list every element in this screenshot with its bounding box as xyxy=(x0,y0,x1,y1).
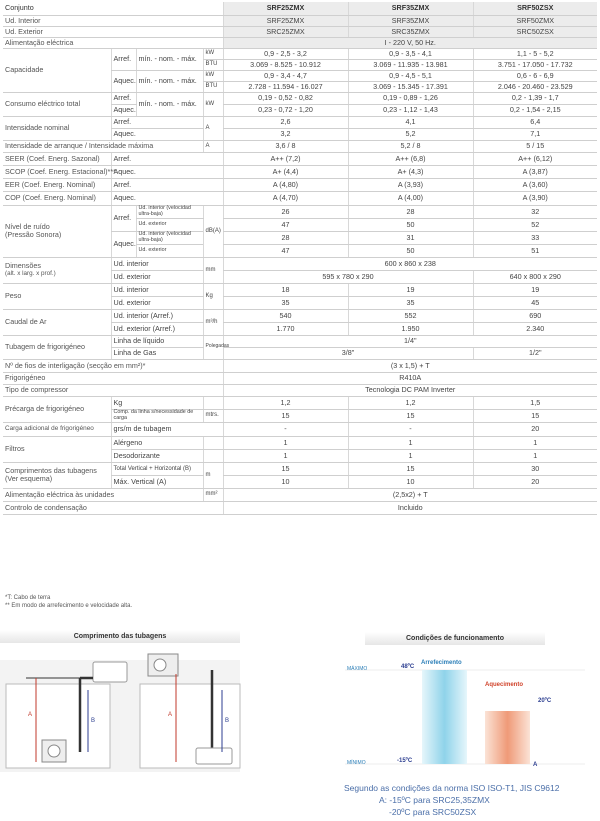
spec-table xyxy=(3,2,597,515)
value-cell: 0,9 - 4,5 - 5,1 xyxy=(348,70,473,81)
footnote: ** Em modo de arrefecimento e velocidade alta. xyxy=(5,602,133,609)
dimensions-label: Dimensões xyxy=(5,260,41,270)
value-cell: 52 xyxy=(473,218,597,231)
indoor-unit-lower xyxy=(196,748,232,764)
unit-label: Polegadas xyxy=(203,335,223,359)
header-row-outdoor xyxy=(3,26,597,37)
value-cell: - xyxy=(223,422,348,436)
value-cell: 1/4" xyxy=(223,335,597,347)
sub-label: Comp. da linha s/necessidade de carga xyxy=(111,409,203,422)
label-a: A xyxy=(28,712,33,718)
value-cell: 1 xyxy=(223,449,348,462)
value-cell: 1,2 xyxy=(348,396,473,409)
sub-label: Ud. exterior (Arref.) xyxy=(111,322,203,335)
value-cell: 0,6 - 6 - 6,9 xyxy=(473,70,597,81)
value-cell: A (4,00) xyxy=(348,191,473,205)
value-cell: 35 xyxy=(348,296,473,309)
value-cell: 26 xyxy=(223,205,348,218)
row-label: Alimentação eléctrica às unidades xyxy=(3,488,203,501)
row-label: Consumo eléctrico total xyxy=(3,92,111,116)
value-cell: I - 220 V, 50 Hz. xyxy=(223,37,597,48)
sub-label: Ud. interior (velocidad ultra-baja) xyxy=(136,205,203,218)
mode-label: Arref. xyxy=(111,116,203,128)
row-label: Ud. Interior xyxy=(3,15,111,26)
fan-icon xyxy=(48,745,60,757)
row-label: Conjunto xyxy=(3,2,111,15)
value-cell: 0,2 - 1,39 - 1,7 xyxy=(473,92,597,104)
row-label: Nível de ruído (Pressão Sonora) xyxy=(3,205,111,257)
sub-label: Total Vertical + Horizontal (B) xyxy=(111,462,203,475)
value-cell: 15 xyxy=(223,462,348,475)
value-cell: 0,9 - 3,4 - 4,7 xyxy=(223,70,348,81)
row-label: SCOP (Coef. Energ. Estacional)*** xyxy=(3,165,111,178)
value-cell: 33 xyxy=(473,231,597,244)
value-cell: A++ (6,12) xyxy=(473,152,597,165)
unit-label: BTU xyxy=(203,81,223,92)
indoor-unit-upper xyxy=(93,662,127,682)
row-label: Caudal de Ar xyxy=(3,309,111,335)
sub-label: Ud. interior xyxy=(111,257,203,270)
row-label: Ud. Exterior xyxy=(3,26,111,37)
value-cell: 3.069 - 11.935 - 13.981 xyxy=(348,59,473,70)
value-cell: 0,9 - 2,5 - 3,2 xyxy=(223,48,348,59)
value-cell: 3.751 - 17.050 - 17.732 xyxy=(473,59,597,70)
value-cell: 1.770 xyxy=(223,322,348,335)
model-cell: SRF50ZSX xyxy=(473,2,597,15)
value-cell: - xyxy=(348,422,473,436)
value-cell: A (3,60) xyxy=(473,178,597,191)
value-cell: 10 xyxy=(223,475,348,488)
unit-label: dB(A) xyxy=(203,205,223,257)
sub-label: Ud. exterior xyxy=(136,218,203,231)
value-cell: 19 xyxy=(348,283,473,296)
value-cell: 1 xyxy=(473,436,597,449)
value-cell: 6,4 xyxy=(473,116,597,128)
mode-label: Arref. xyxy=(111,152,223,165)
value-cell: 47 xyxy=(223,218,348,231)
unit-label: kW xyxy=(203,70,223,81)
row-label: Alimentação eléctrica xyxy=(3,37,111,48)
model-cell: SRF35ZMX xyxy=(348,15,473,26)
value-cell: A++ (7,2) xyxy=(223,152,348,165)
value-cell: 7,1 xyxy=(473,128,597,140)
value-cell: A (3,93) xyxy=(348,178,473,191)
dimensions-sublabel: (alt. x larg. x prof.) xyxy=(5,270,56,278)
value-cell: 31 xyxy=(348,231,473,244)
unit-label: kW xyxy=(203,92,223,116)
mode-label: Aquec. xyxy=(111,165,223,178)
value-cell: 3,6 / 8 xyxy=(223,140,348,152)
value-cell: 51 xyxy=(473,244,597,257)
sub-label: Ud. interior xyxy=(111,283,203,296)
header-row-indoor xyxy=(3,15,597,26)
row-label: Controlo de condensação xyxy=(3,501,223,514)
sub-label: Desodorizante xyxy=(111,449,203,462)
sub-label: grs/m de tubagem xyxy=(111,422,223,436)
mode-label: Arref. xyxy=(111,92,136,104)
sub-label: Máx. Vertical (A) xyxy=(111,475,203,488)
value-cell: A+ (4,3) xyxy=(348,165,473,178)
value-cell: 1 xyxy=(348,449,473,462)
unit-label: mtrs. xyxy=(203,409,223,422)
row-label: Tipo de compressor xyxy=(3,384,223,396)
row-label: COP (Coef. Energ. Nominal) xyxy=(3,191,111,205)
value-cell: A (4,80) xyxy=(223,178,348,191)
row-label: SEER (Coef. Energ. Sazonal) xyxy=(3,152,111,165)
value-cell: A (3,90) xyxy=(473,191,597,205)
label-a: A xyxy=(168,712,173,718)
mode-label: Aquec. xyxy=(111,104,136,116)
range-label: mín. - nom. - máx. xyxy=(136,92,203,116)
value-cell: 5,2 / 8 xyxy=(348,140,473,152)
row-label: Frigorigéneo xyxy=(3,372,223,384)
value-cell: 0,23 - 0,72 - 1,20 xyxy=(223,104,348,116)
value-cell: 15 xyxy=(473,409,597,422)
value-cell: 600 x 860 x 238 xyxy=(223,257,597,270)
value-cell: 1/2" xyxy=(473,347,597,359)
value-cell: 3.069 - 15.345 - 17.391 xyxy=(348,81,473,92)
caption-line: -20ºC para SRC50ZSX xyxy=(389,807,477,817)
temp-48: 48ºC xyxy=(401,664,415,670)
sub-label: Ud. exterior xyxy=(111,296,203,309)
value-cell: 18 xyxy=(223,283,348,296)
mode-label: Aquec. xyxy=(111,191,223,205)
header-row-set xyxy=(3,2,597,15)
value-cell: 595 x 780 x 290 xyxy=(223,270,473,283)
value-cell: 0,2 - 1,54 - 2,15 xyxy=(473,104,597,116)
value-cell: 640 x 800 x 290 xyxy=(473,270,597,283)
value-cell: 2.046 - 20.460 - 23.529 xyxy=(473,81,597,92)
label-a: A xyxy=(533,762,538,768)
value-cell: 1 xyxy=(348,436,473,449)
diagram-title: Condições de funcionamento xyxy=(365,632,545,645)
value-cell: 0,23 - 1,12 - 1,43 xyxy=(348,104,473,116)
value-cell: 15 xyxy=(223,409,348,422)
row-label: Nº de fios de interligação (secção em mm²)* xyxy=(3,359,223,372)
value-cell: 3,2 xyxy=(223,128,348,140)
unit-label: m xyxy=(203,462,223,488)
value-cell: 45 xyxy=(473,296,597,309)
mode-label: Aquec. xyxy=(111,70,136,92)
sub-label: Ud. exterior xyxy=(136,244,203,257)
row-label: Carga adicional de frigorigéneo xyxy=(3,422,111,436)
value-cell: 0,9 - 3,5 - 4,1 xyxy=(348,48,473,59)
value-cell: 1,5 xyxy=(473,396,597,409)
label-b: B xyxy=(225,718,230,724)
value-cell: 20 xyxy=(473,475,597,488)
value-cell: 1 xyxy=(473,449,597,462)
value-cell: Incluido xyxy=(223,501,597,514)
min-label: MÍNIMO xyxy=(347,760,366,766)
value-cell: 3.069 - 8.525 - 10.912 xyxy=(223,59,348,70)
value-cell: 15 xyxy=(348,409,473,422)
heating-range-bar xyxy=(485,711,530,764)
value-cell: 1.950 xyxy=(348,322,473,335)
row-label: Filtros xyxy=(3,436,111,462)
caption-line: A: -15ºC para SRC25,35ZMX xyxy=(379,795,490,805)
value-cell: 4,1 xyxy=(348,116,473,128)
value-cell: 2.340 xyxy=(473,322,597,335)
value-cell: 5 / 15 xyxy=(473,140,597,152)
sub-label: Kg xyxy=(111,396,203,409)
model-cell: SRF35ZMX xyxy=(348,2,473,15)
mode-label: Aquec. xyxy=(111,231,136,257)
pipe-diagram-graphic xyxy=(0,644,240,784)
row-label: Peso xyxy=(3,283,111,309)
value-cell: 1,2 xyxy=(223,396,348,409)
value-cell: 15 xyxy=(348,462,473,475)
sub-label: Ud. interior (velocidad ultra-baja) xyxy=(136,231,203,244)
conditions-graphic xyxy=(335,650,595,790)
value-cell: 32 xyxy=(473,205,597,218)
caption-line: Segundo as condições da norma ISO ISO-T1, JIS C9612 xyxy=(344,783,560,793)
footnote: *T: Cabo de terra xyxy=(5,595,51,601)
mode-label: Arref. xyxy=(111,205,136,231)
footnotes xyxy=(5,595,132,610)
row-label: EER (Coef. Energ. Nominal) xyxy=(3,178,111,191)
value-cell: 2,6 xyxy=(223,116,348,128)
value-cell: 35 xyxy=(223,296,348,309)
value-cell: 1 xyxy=(223,436,348,449)
row-label xyxy=(3,257,111,283)
value-cell: (3 x 1,5) + T xyxy=(223,359,597,372)
unit-label: mm xyxy=(203,257,223,283)
row-power-supply xyxy=(3,37,597,48)
value-cell: 2.728 - 11.594 - 16.027 xyxy=(223,81,348,92)
value-cell: A++ (6,8) xyxy=(348,152,473,165)
row-label: Intensidade nominal xyxy=(3,116,111,140)
value-cell: R410A xyxy=(223,372,597,384)
cooling-label: Arrefecimento xyxy=(421,660,462,666)
max-label: MÁXIMO xyxy=(347,666,368,672)
value-cell: 540 xyxy=(223,309,348,322)
value-cell: 19 xyxy=(473,283,597,296)
value-cell: 28 xyxy=(223,231,348,244)
model-cell: SRF25ZMX xyxy=(223,15,348,26)
value-cell: (2,5x2) + T xyxy=(223,488,597,501)
value-cell: 47 xyxy=(223,244,348,257)
row-label: Intensidade de arranque / Intensidade máxima xyxy=(3,140,203,152)
range-label: mín. - nom. - máx. xyxy=(136,70,203,92)
unit-label: Kg xyxy=(203,283,223,309)
unit-label: m³/h xyxy=(203,309,223,335)
sub-label: Ud. exterior xyxy=(111,270,203,283)
model-cell: SRC50ZSX xyxy=(473,26,597,37)
mode-label: Arref. xyxy=(111,48,136,70)
temp-minus-15: -15ºC xyxy=(397,758,413,764)
sub-label: Ud. interior (Arref.) xyxy=(111,309,203,322)
row-label: Tubagem de frigorigéneo xyxy=(3,335,111,359)
model-cell: SRF50ZMX xyxy=(473,15,597,26)
unit-label: kW xyxy=(203,48,223,59)
unit-label: A xyxy=(203,116,223,140)
sub-label: Linha de líquido xyxy=(111,335,203,347)
value-cell: 1,1 - 5 - 5,2 xyxy=(473,48,597,59)
value-cell: 28 xyxy=(348,205,473,218)
range-label: mín. - nom. - máx. xyxy=(136,48,203,70)
value-cell: 10 xyxy=(348,475,473,488)
value-cell: A (3,87) xyxy=(473,165,597,178)
mode-label: Aquec. xyxy=(111,128,203,140)
row-label: Précarga de frigorigéneo xyxy=(3,396,111,422)
model-cell: SRC35ZMX xyxy=(348,26,473,37)
value-cell: Tecnologia DC PAM Inverter xyxy=(223,384,597,396)
value-cell: 20 xyxy=(473,422,597,436)
unit-label: mm² xyxy=(203,488,223,501)
cooling-range-bar xyxy=(422,670,467,764)
value-cell: 0,19 - 0,89 - 1,26 xyxy=(348,92,473,104)
label-b: B xyxy=(91,718,96,724)
model-cell: SRF25ZMX xyxy=(223,2,348,15)
value-cell: 5,2 xyxy=(348,128,473,140)
sub-label: Linha de Gas xyxy=(111,347,203,359)
value-cell: 0,19 - 0,52 - 0,82 xyxy=(223,92,348,104)
sub-label: Alérgeno xyxy=(111,436,203,449)
heating-label: Aquecimento xyxy=(485,682,524,688)
value-cell: 50 xyxy=(348,218,473,231)
temp-20: 20ºC xyxy=(538,698,552,704)
value-cell: 3/8" xyxy=(223,347,473,359)
pipe-length-diagram xyxy=(0,630,240,780)
model-cell: SRC25ZMX xyxy=(223,26,348,37)
mode-label: Arref. xyxy=(111,178,223,191)
unit-label: A xyxy=(203,140,223,152)
row-label: Capacidade xyxy=(3,48,111,92)
unit-label: BTU xyxy=(203,59,223,70)
value-cell: 50 xyxy=(348,244,473,257)
value-cell: 30 xyxy=(473,462,597,475)
value-cell: 552 xyxy=(348,309,473,322)
row-label: Comprimentos das tubagens (Ver esquema) xyxy=(3,462,111,488)
diagram-title: Comprimento das tubagens xyxy=(0,630,240,643)
value-cell: 690 xyxy=(473,309,597,322)
value-cell: A+ (4,4) xyxy=(223,165,348,178)
fan-icon xyxy=(154,659,166,671)
value-cell: A (4,70) xyxy=(223,191,348,205)
